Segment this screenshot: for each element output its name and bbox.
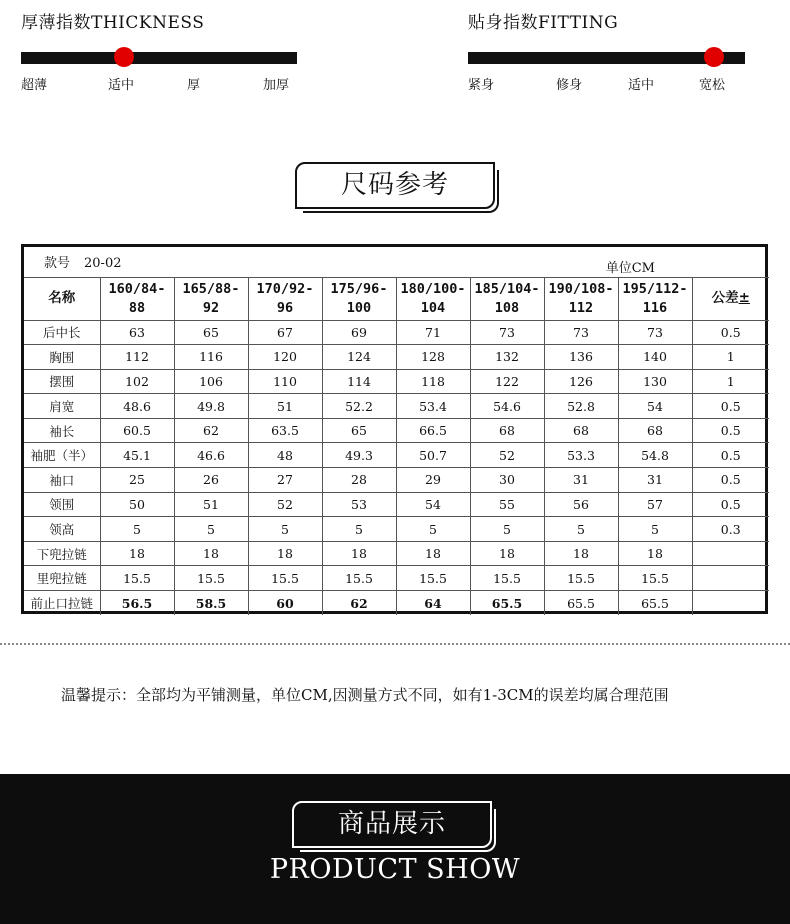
table-cell: 5 (174, 517, 248, 542)
table-cell: 136 (544, 345, 618, 370)
row-name: 袖肥（半） (24, 443, 100, 468)
table-cell: 25 (100, 468, 174, 493)
tolerance-cell (692, 566, 769, 591)
table-cell: 67 (248, 320, 322, 345)
table-cell: 68 (618, 418, 692, 443)
table-cell: 73 (618, 320, 692, 345)
fitting-indicator-dot (704, 47, 724, 67)
fitting-label-3: 宽松 (699, 78, 726, 93)
tolerance-cell: 1 (692, 345, 769, 370)
style-label: 款号 (44, 256, 71, 272)
table-cell: 128 (396, 345, 470, 370)
row-name: 领围 (24, 492, 100, 517)
table-cell: 18 (322, 541, 396, 566)
size-header-top: 180/100- (400, 280, 466, 297)
table-cell: 54 (396, 492, 470, 517)
table-cell: 55 (470, 492, 544, 517)
size-header (396, 277, 470, 320)
table-row (24, 591, 769, 616)
tolerance-cell: 0.5 (692, 468, 769, 493)
size-header (470, 277, 544, 320)
table-row (24, 468, 769, 493)
thickness-index (21, 8, 311, 93)
table-cell: 56.5 (100, 591, 174, 616)
fitting-label-0: 紧身 (468, 78, 495, 93)
table-cell: 65 (322, 418, 396, 443)
size-header-bottom: 88 (128, 299, 146, 316)
table-cell: 65.5 (470, 591, 544, 616)
tolerance-header (692, 277, 769, 320)
size-reference-heading: 尺码参考 (295, 162, 495, 209)
table-cell: 15.5 (322, 566, 396, 591)
size-header-top: 190/108- (548, 280, 614, 297)
table-cell: 65 (174, 320, 248, 345)
row-name: 下兜拉链 (24, 541, 100, 566)
table-cell: 68 (544, 418, 618, 443)
table-cell: 27 (248, 468, 322, 493)
table-cell: 106 (174, 369, 248, 394)
table-cell: 73 (544, 320, 618, 345)
table-cell: 54.8 (618, 443, 692, 468)
table-cell: 15.5 (100, 566, 174, 591)
table-cell: 18 (470, 541, 544, 566)
row-name: 肩宽 (24, 394, 100, 419)
tolerance-cell (692, 591, 769, 616)
table-cell: 73 (470, 320, 544, 345)
fitting-label-2: 适中 (628, 78, 655, 93)
table-cell: 71 (396, 320, 470, 345)
table-cell: 51 (248, 394, 322, 419)
thickness-track (21, 52, 297, 64)
tolerance-cell: 0.5 (692, 492, 769, 517)
table-cell: 5 (544, 517, 618, 542)
table-cell: 122 (470, 369, 544, 394)
table-row (24, 492, 769, 517)
table-cell: 51 (174, 492, 248, 517)
table-cell: 52.8 (544, 394, 618, 419)
table-cell: 53 (322, 492, 396, 517)
table-cell: 54.6 (470, 394, 544, 419)
table-row (24, 566, 769, 591)
table-cell: 57 (618, 492, 692, 517)
tolerance-cell: 0.5 (692, 418, 769, 443)
table-cell: 18 (174, 541, 248, 566)
thickness-label-1: 适中 (108, 78, 135, 93)
table-cell: 31 (544, 468, 618, 493)
table-row (24, 345, 769, 370)
table-cell: 114 (322, 369, 396, 394)
table-cell: 120 (248, 345, 322, 370)
style-row (24, 247, 769, 277)
size-header-bottom: 92 (202, 299, 220, 316)
table-cell: 18 (544, 541, 618, 566)
row-name: 后中长 (24, 320, 100, 345)
table-cell: 18 (396, 541, 470, 566)
thickness-indicator-dot (114, 47, 134, 67)
table-row (24, 517, 769, 542)
table-cell: 130 (618, 369, 692, 394)
size-header-top: 195/112- (622, 280, 688, 297)
dotted-divider (0, 643, 790, 645)
thickness-label-2: 厚 (187, 78, 201, 93)
table-cell: 5 (396, 517, 470, 542)
row-name: 袖口 (24, 468, 100, 493)
table-cell: 60 (248, 591, 322, 616)
table-cell: 53.4 (396, 394, 470, 419)
size-header (544, 277, 618, 320)
table-cell: 124 (322, 345, 396, 370)
table-cell: 5 (618, 517, 692, 542)
table-cell: 29 (396, 468, 470, 493)
table-cell: 126 (544, 369, 618, 394)
table-cell: 28 (322, 468, 396, 493)
table-cell: 15.5 (544, 566, 618, 591)
fitting-label-1: 修身 (556, 78, 583, 93)
table-cell: 54 (618, 394, 692, 419)
table-cell: 110 (248, 369, 322, 394)
table-cell: 62 (174, 418, 248, 443)
table-cell: 53.3 (544, 443, 618, 468)
table-cell: 140 (618, 345, 692, 370)
table-cell: 18 (618, 541, 692, 566)
table-row (24, 320, 769, 345)
table-cell: 46.6 (174, 443, 248, 468)
table-cell: 5 (248, 517, 322, 542)
size-header-bottom: 116 (642, 299, 668, 316)
table-cell: 31 (618, 468, 692, 493)
table-cell: 56 (544, 492, 618, 517)
table-cell: 30 (470, 468, 544, 493)
table-cell: 132 (470, 345, 544, 370)
table-cell: 15.5 (174, 566, 248, 591)
measurement-note: 温馨提示：全部均为平铺测量，单位CM,因测量方式不同，如有1-3CM的误差均属合理范围 (61, 686, 669, 704)
thickness-label-3: 加厚 (263, 78, 290, 93)
size-header (100, 277, 174, 320)
row-name: 摆围 (24, 369, 100, 394)
table-cell: 49.3 (322, 443, 396, 468)
table-cell: 5 (322, 517, 396, 542)
tolerance-cell: 0.5 (692, 394, 769, 419)
table-cell: 5 (470, 517, 544, 542)
tolerance-cell: 0.3 (692, 517, 769, 542)
size-header (174, 277, 248, 320)
thickness-label-0: 超薄 (21, 78, 48, 93)
size-header-top: 165/88- (182, 280, 240, 297)
product-show-banner (0, 774, 790, 924)
table-cell: 5 (100, 517, 174, 542)
tolerance-cell: 1 (692, 369, 769, 394)
table-cell: 68 (470, 418, 544, 443)
table-row (24, 418, 769, 443)
row-name: 前止口拉链 (24, 591, 100, 616)
table-cell: 102 (100, 369, 174, 394)
tolerance-cell: 0.5 (692, 320, 769, 345)
size-header-top: 170/92- (256, 280, 314, 297)
thickness-title: 厚薄指数THICKNESS (21, 13, 205, 33)
table-cell: 60.5 (100, 418, 174, 443)
tolerance-header-label: 公差 (711, 290, 739, 306)
table-cell: 15.5 (396, 566, 470, 591)
fitting-title: 贴身指数FITTING (468, 13, 619, 33)
table-cell: 52 (470, 443, 544, 468)
table-row (24, 394, 769, 419)
size-header-top: 160/84- (108, 280, 166, 297)
table-cell: 18 (100, 541, 174, 566)
tolerance-cell (692, 541, 769, 566)
size-header-bottom: 108 (494, 299, 520, 316)
row-name: 里兜拉链 (24, 566, 100, 591)
table-cell: 65.5 (544, 591, 618, 616)
table-cell: 118 (396, 369, 470, 394)
size-header (248, 277, 322, 320)
table-cell: 49.8 (174, 394, 248, 419)
size-header-bottom: 112 (568, 299, 594, 316)
product-show-subtitle: PRODUCT SHOW (269, 854, 521, 885)
table-cell: 15.5 (248, 566, 322, 591)
table-cell: 26 (174, 468, 248, 493)
table-cell: 65.5 (618, 591, 692, 616)
tolerance-sign: ± (738, 290, 750, 306)
table-cell: 112 (100, 345, 174, 370)
table-row (24, 443, 769, 468)
unit-label: 单位CM (605, 261, 655, 276)
fitting-index (468, 8, 768, 93)
product-show-heading: 商品展示 (292, 801, 492, 848)
name-header: 名称 (24, 277, 100, 320)
table-cell: 52 (248, 492, 322, 517)
size-header-top: 185/104- (474, 280, 540, 297)
size-header (322, 277, 396, 320)
table-cell: 45.1 (100, 443, 174, 468)
size-header (618, 277, 692, 320)
table-cell: 63.5 (248, 418, 322, 443)
size-header-bottom: 104 (420, 299, 446, 316)
table-cell: 62 (322, 591, 396, 616)
table-cell: 66.5 (396, 418, 470, 443)
size-header-top: 175/96- (330, 280, 388, 297)
row-name: 领高 (24, 517, 100, 542)
size-table (21, 244, 768, 614)
table-cell: 48 (248, 443, 322, 468)
table-cell: 50 (100, 492, 174, 517)
table-cell: 18 (248, 541, 322, 566)
table-cell: 52.2 (322, 394, 396, 419)
row-name: 胸围 (24, 345, 100, 370)
style-code: 20-02 (84, 256, 122, 272)
table-cell: 63 (100, 320, 174, 345)
table-cell: 69 (322, 320, 396, 345)
tolerance-cell: 0.5 (692, 443, 769, 468)
table-cell: 15.5 (618, 566, 692, 591)
table-cell: 58.5 (174, 591, 248, 616)
table-cell: 64 (396, 591, 470, 616)
table-row (24, 541, 769, 566)
row-name: 袖长 (24, 418, 100, 443)
table-cell: 50.7 (396, 443, 470, 468)
table-cell: 116 (174, 345, 248, 370)
table-cell: 15.5 (470, 566, 544, 591)
table-cell: 48.6 (100, 394, 174, 419)
size-header-bottom: 100 (346, 299, 372, 316)
table-row (24, 369, 769, 394)
size-header-bottom: 96 (276, 299, 294, 316)
